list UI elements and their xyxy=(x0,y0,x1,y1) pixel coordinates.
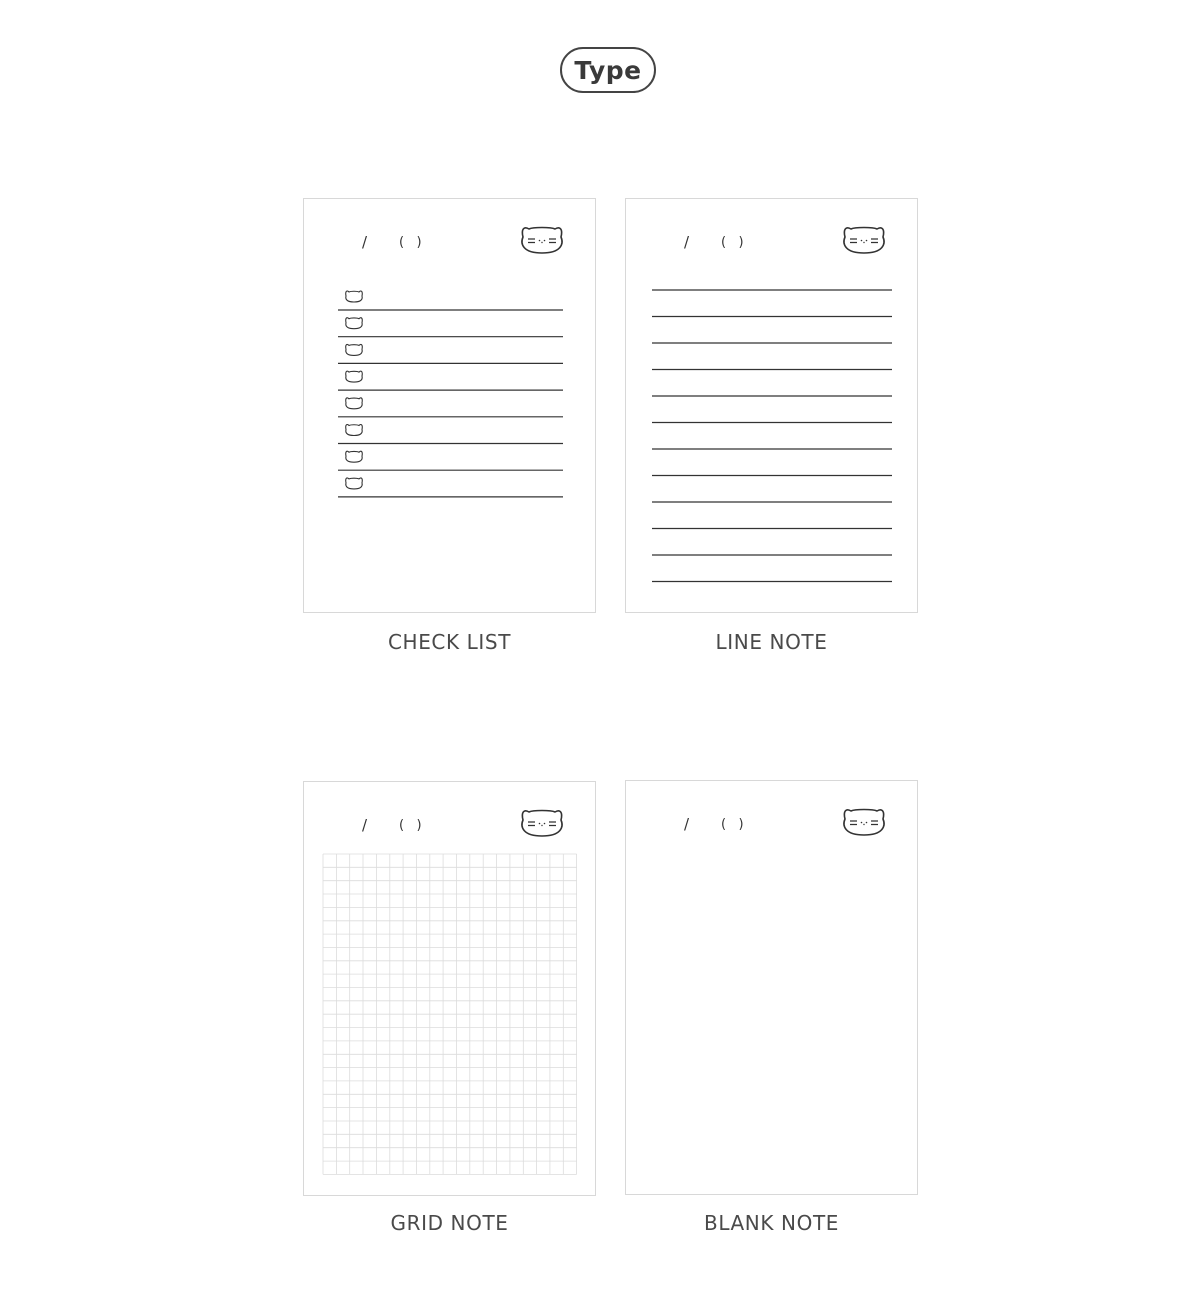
line-note-page xyxy=(626,199,919,614)
date-slash: / xyxy=(684,815,690,833)
cat-face-icon xyxy=(844,810,884,836)
date-slash: / xyxy=(362,816,368,834)
checklist-row xyxy=(338,451,563,470)
cat-bullet-icon xyxy=(346,318,363,329)
checklist-row xyxy=(338,291,563,310)
date-slash: / xyxy=(684,233,690,251)
cat-bullet-icon xyxy=(346,478,363,489)
cat-face-icon xyxy=(522,811,562,837)
checklist-row xyxy=(338,344,563,363)
checklist-row xyxy=(338,478,563,497)
day-parentheses: ( ) xyxy=(399,818,422,833)
cat-bullet-icon xyxy=(346,291,363,302)
cat-bullet-icon xyxy=(346,398,363,409)
cat-bullet-icon xyxy=(346,425,363,436)
square-grid xyxy=(323,854,577,1174)
checklist-row xyxy=(338,318,563,337)
check-list-page xyxy=(304,199,597,614)
date-slash: / xyxy=(362,233,368,251)
cat-bullet-icon xyxy=(346,451,363,462)
grid-note-label: GRID NOTE xyxy=(390,1211,509,1235)
day-parentheses: ( ) xyxy=(721,817,744,832)
ruled-lines xyxy=(652,290,892,582)
line-note-card xyxy=(625,198,918,613)
cat-bullet-icon xyxy=(346,371,363,382)
type-badge: Type xyxy=(560,47,656,93)
blank-note-label: BLANK NOTE xyxy=(704,1211,839,1235)
checklist-row xyxy=(338,398,563,417)
day-parentheses: ( ) xyxy=(399,235,422,250)
line-note-label: LINE NOTE xyxy=(715,630,828,654)
blank-note-page xyxy=(626,781,919,1196)
checklist-row xyxy=(338,371,563,390)
grid-note-card xyxy=(303,781,596,1196)
day-parentheses: ( ) xyxy=(721,235,744,250)
cat-face-icon xyxy=(522,228,562,254)
check-list-card xyxy=(303,198,596,613)
checklist-rows xyxy=(338,291,563,497)
checklist-row xyxy=(338,425,563,444)
blank-note-card xyxy=(625,780,918,1195)
cat-face-icon xyxy=(844,228,884,254)
grid-note-page xyxy=(304,782,597,1197)
check-list-label: CHECK LIST xyxy=(387,630,512,654)
cat-bullet-icon xyxy=(346,344,363,355)
